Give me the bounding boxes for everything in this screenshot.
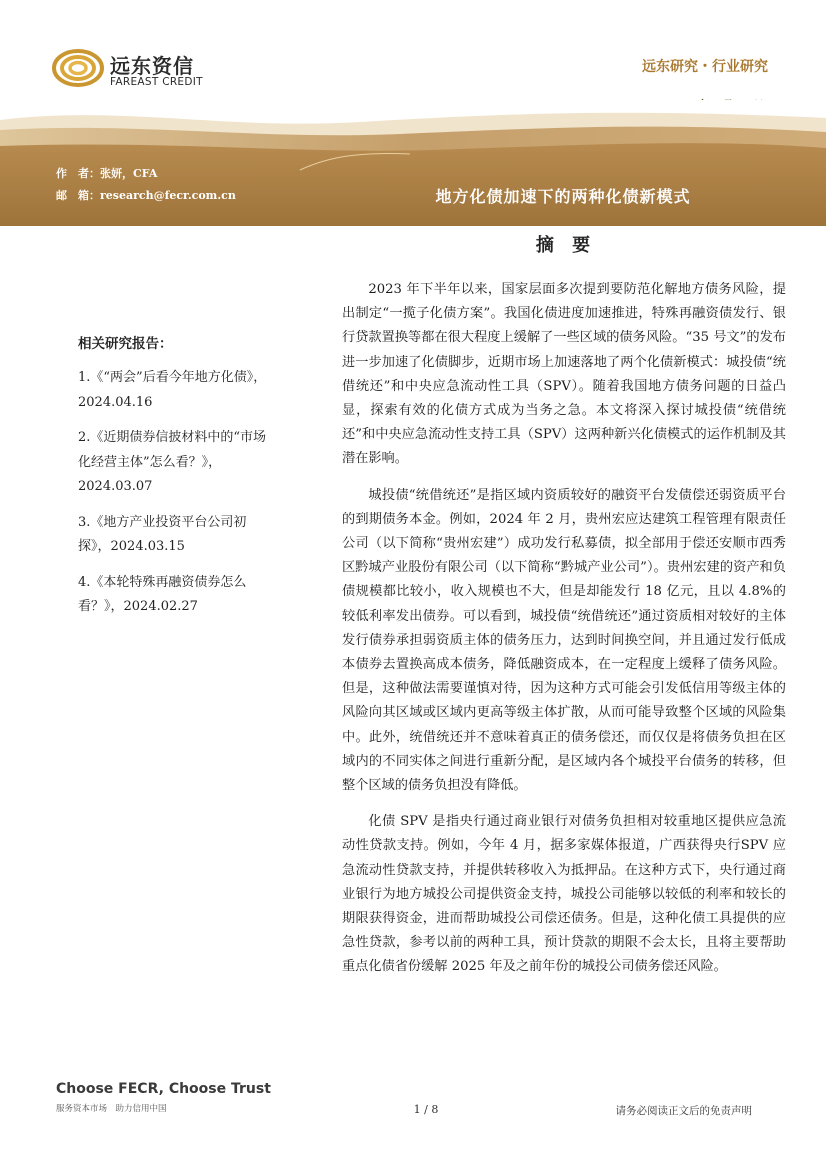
abstract-paragraph: 2023 年下半年以来，国家层面多次提到要防范化解地方债务风险，提出制定“一揽子化债方案”。我国化债进度加速推进，特殊再融资债发行、银行贷款置换等都在很大程度上缓解了一些区域的债务风险。“35 号文”的发布进一步加速了化债脚步，近期市场上加速落地了两个化债新模式：城投债“统借统还”和中央应急流动性工具（SPV）。随着我国地方债务问题的日益凸显，探索有效的化债方式成为当务之急。本文将深入探讨城投债“统借统还”和中央应急流动性支持工具（SPV）这两种新兴化债模式的运作机制及其潜在影响。 bbox=[342, 282, 786, 467]
disclaimer-note: 请务必阅读正文后的免责声明 bbox=[615, 1105, 752, 1117]
report-title: 地方化债加速下的两种化债新模式 bbox=[435, 187, 691, 206]
fareast-credit-logo-icon bbox=[52, 48, 104, 88]
related-report-item[interactable]: 3.《地方产业投资平台公司初探》，2024.03.15 bbox=[78, 514, 247, 554]
report-series: 远东研究・行业研究 bbox=[642, 59, 768, 75]
abstract-paragraph: 城投债“统借统还”是指区域内资质较好的融资平台发债偿还弱资质平台的到期债务本金。例如，2024 年 2 月，贵州宏应达建筑工程管理有限责任公司（以下简称“贵州宏建”）成功发行私募债，拟全部用于偿还安顺市西秀区黔城产业股份有限公司（以下简称“黔城产业公司”）。贵州宏建的资产和负债规模都比较小，收入规模也不大，但是却能发行 18 亿元，且以 4.8%的较低利率发出债券。可以看到，城投债“统借统还”通过资质相对较好的主体发行债券承担弱资质主体的债务压力，达到时间换空间，并且通过发行低成本债券去置换高成本债务，降低融资成本，在一定程度上缓释了债务风险。但是，这种做法需要谨慎对待，因为这种方式可能会引发低信用等级主体的风险向其区域或区域内更高等级主体扩散，从而可能导致整个区域的风险集中。此外，统借统还并不意味着真正的债务偿还，而仅仅是将债务负担在区域内的不同实体之间进行重新分配，是区域内各个城投平台债务的转移，但整个区域的债务负担没有降低。 bbox=[342, 487, 786, 794]
related-report-item[interactable]: 1.《“两会”后看今年地方化债》，2024.04.16 bbox=[78, 370, 267, 410]
header-banner bbox=[0, 100, 826, 226]
author-label: 作 者： bbox=[56, 167, 100, 180]
related-report-item[interactable]: 4.《本轮特殊再融资债券怎么看？》，2024.02.27 bbox=[78, 574, 247, 614]
author-value: 张妍，CFA bbox=[100, 167, 158, 180]
author-line bbox=[56, 165, 157, 181]
abstract-paragraph: 化债 SPV 是指央行通过商业银行对债务负担相对较重地区提供应急流动性贷款支持。例如，今年 4 月，据多家媒体报道，广西获得央行SPV 应急流动性贷款支持，并提供转移收入为抵押品。在这种方式下，央行通过商业银行为地方城投公司提供资金支持，城投公司能够以较低的利率和较长的期限获得资金，进而帮助城投公司偿还债务。但是，这种化债工具提供的应急性贷款，参考以前的两种工具，预计贷款的期限不会太长，且将主要帮助重点化债省份缓解 2025 年及之前年份的城投公司债务偿还风险。 bbox=[342, 814, 786, 975]
email-value[interactable]: research@fecr.com.cn bbox=[100, 189, 236, 202]
abstract-heading: 摘 要 bbox=[535, 235, 597, 256]
email-label: 邮 箱： bbox=[56, 189, 100, 202]
logo-chinese-name: 远东资信 bbox=[110, 54, 194, 78]
logo-english-name: FAREAST CREDIT bbox=[110, 76, 203, 88]
related-report-item[interactable]: 2.《近期债券信披材料中的“市场化经营主体”怎么看？》，2024.03.07 bbox=[78, 430, 267, 494]
email-line bbox=[56, 187, 236, 203]
footer-slogan-en: Choose FECR, Choose Trust bbox=[56, 1081, 271, 1097]
abstract-body bbox=[342, 278, 786, 992]
related-reports-title: 相关研究报告： bbox=[78, 336, 173, 352]
related-reports-sidebar bbox=[78, 332, 278, 631]
page-number: 1 / 8 bbox=[413, 1103, 439, 1116]
footer-slogan-cn: 服务资本市场 助力信用中国 bbox=[56, 1104, 167, 1114]
